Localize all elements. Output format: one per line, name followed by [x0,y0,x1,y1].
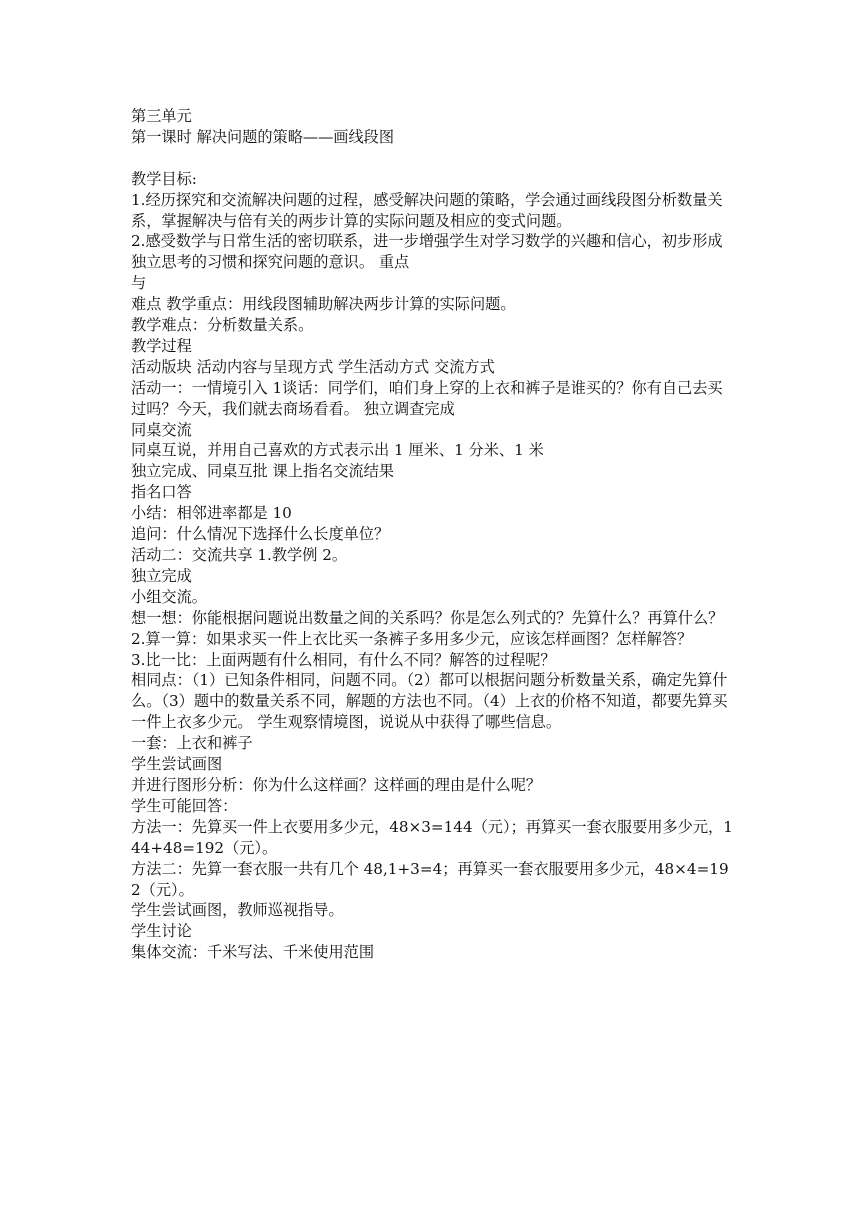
section-heading-goals: 教学目标: [131,169,197,188]
method-1: 方法一：先算买一件上衣要用多少元，48×3=144（元）；再算买一套衣服要用多少元，144+48=192（元）。 [131,817,733,857]
activity-1: 活动一：一情境引入 1谈话：同学们，咱们身上穿的上衣和裤子是谁买的？你有自己去买过吗？今天，我们就去商场看看。 独立调查完成 [131,378,723,418]
method-2: 方法二：先算一套衣服一共有几个 48,1+3=4；再算买一套衣服要用多少元，48×4=192（元）。 [131,859,729,899]
text-line: 指名口答 [131,483,192,502]
think-line: 想一想：你能根据问题说出数量之间的关系吗？你是怎么列式的？先算什么？再算什么？ [131,608,724,627]
table-header-line: 活动版块 活动内容与呈现方式 学生活动方式 交流方式 [131,357,495,376]
goal-1: 1.经历探究和交流解决问题的过程，感受解决问题的策略，学会通过画线段图分析数量关系，掌握解决与倍有关的两步计算的实际问题及相应的变式问题。 [131,190,723,230]
text-line: 与 [131,274,147,293]
calc-line: 2.算一算：如果求买一件上衣比买一条裤子多用多少元，应该怎样画图？怎样解答？ [131,629,693,648]
text-line: 学生尝试画图 [131,755,223,774]
question-line: 追问：什么情况下选择什么长度单位？ [131,525,390,544]
text-line: 同桌交流 [131,420,192,439]
text-line: 学生尝试画图，教师巡视指导。 [131,901,344,920]
unit-heading: 第三单元 [131,107,192,125]
key-point: 难点 教学重点：用线段图辅助解决两步计算的实际问题。 [131,295,516,314]
document-body [131,106,735,963]
text-line: 同桌互说，并用自己喜欢的方式表示出 1 厘米、1 分米、1 米 [131,441,544,460]
blank-line [131,148,735,169]
text-line: 一套：上衣和裤子 [131,734,253,753]
text-line: 小组交流。 [131,587,207,606]
text-line: 独立完成、同桌互批 课上指名交流结果 [131,462,395,481]
text-line: 独立完成 [131,566,192,585]
similarity-paragraph: 相同点：（1）已知条件相同，问题不同。（2）都可以根据问题分析数量关系，确定先算什么。（3）题中的数量关系不同，解题的方法也不同。（4）上衣的价格不知道，都要先算买一件上衣多少元。 学生观察情境图，说说从中获得了哪些信息。 [131,671,728,732]
text-line: 并进行图形分析：你为什么这样画？这样画的理由是什么呢？ [131,775,542,794]
text-line: 集体交流：千米写法、千米使用范围 [131,943,374,962]
text-line: 学生可能回答： [131,796,238,815]
text-line: 学生讨论 [131,922,192,941]
compare-line: 3.比一比：上面两题有什么相同，有什么不同？解答的过程呢？ [131,650,556,669]
lesson-title: 第一课时 解决问题的策略——画线段图 [131,127,395,146]
activity-2: 活动二：交流共享 1.教学例 2。 [131,546,348,565]
section-heading-process: 教学过程 [131,336,192,355]
summary-line: 小结：相邻进率都是 10 [131,504,292,523]
goal-2: 2.感受数学与日常生活的密切联系，进一步增强学生对学习数学的兴趣和信心，初步形成独立思考的习惯和探究问题的意识。 重点 [131,232,723,272]
difficulty: 教学难点：分析数量关系。 [131,316,314,335]
